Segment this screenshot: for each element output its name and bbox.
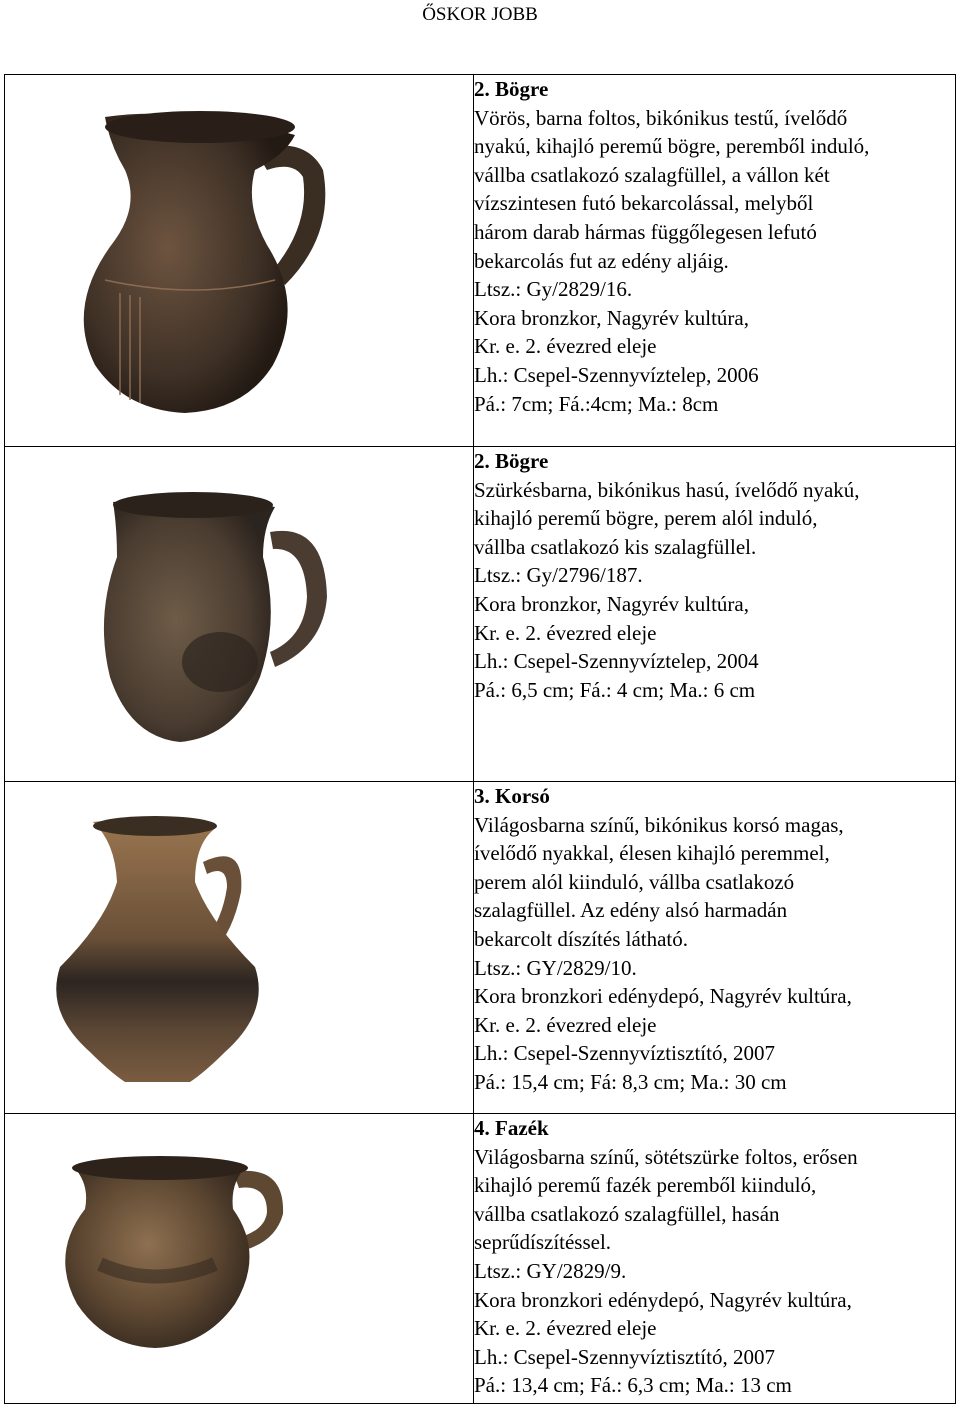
entry-line: Ltsz.: GY/2829/9. [474, 1258, 627, 1283]
entry-line: Lh.: Csepel-Szennyvíztelep, 2006 [474, 362, 759, 387]
vessel-photo-pot [5, 1114, 473, 1404]
entry-line: Kora bronzkor, Nagyrév kultúra, [474, 305, 749, 330]
entry-line: perem alól kiinduló, vállba csatlakozó [474, 869, 795, 894]
entry-line: Kora bronzkor, Nagyrév kultúra, [474, 591, 749, 616]
catalog-row [5, 75, 956, 447]
entry-line: Pá.: 6,5 cm; Fá.: 4 cm; Ma.: 6 cm [474, 677, 756, 702]
entry-line: Kr. e. 2. évezred eleje [474, 1316, 657, 1341]
entry-title: 2. Bögre [474, 449, 549, 473]
entry-line: Ltsz.: Gy/2796/187. [474, 563, 643, 588]
entry-line: kihajló peremű bögre, perem alól induló, [474, 506, 818, 531]
entry-line: Kora bronzkori edénydepó, Nagyrév kultúra, [474, 1287, 852, 1312]
page-header: ŐSKOR JOBB [422, 4, 538, 25]
description-cell [474, 75, 956, 447]
description-cell [474, 1114, 956, 1404]
entry-line: három darab hármas függőlegesen lefutó [474, 219, 817, 244]
entry-line: Lh.: Csepel-Szennyvíztisztító, 2007 [474, 1041, 775, 1066]
entry-title: 4. Fazék [474, 1116, 549, 1140]
catalog-row [5, 1114, 956, 1404]
entry-line: Kr. e. 2. évezred eleje [474, 1012, 657, 1037]
entry-line: vízszintesen futó bekarcolással, melyből [474, 191, 814, 216]
entry-line: Világosbarna színű, bikónikus korsó magas, [474, 812, 844, 837]
entry-line: bekarcolás fut az edény aljáig. [474, 248, 729, 273]
entry-line: seprűdíszítéssel. [474, 1230, 612, 1255]
entry-line: Pá.: 15,4 cm; Fá: 8,3 cm; Ma.: 30 cm [474, 1069, 787, 1094]
vessel-photo-jug [5, 782, 473, 1114]
entry-line: Kr. e. 2. évezred eleje [474, 334, 657, 359]
image-cell [5, 782, 474, 1114]
entry-line: Ltsz.: GY/2829/10. [474, 955, 637, 980]
catalog-table [4, 74, 956, 1404]
entry-line: Pá.: 13,4 cm; Fá.: 6,3 cm; Ma.: 13 cm [474, 1373, 792, 1398]
entry-title: 2. Bögre [474, 77, 549, 101]
image-cell [5, 75, 474, 447]
image-cell [5, 447, 474, 782]
catalog-row [5, 782, 956, 1114]
entry-line: kihajló peremű fazék peremből kiinduló, [474, 1173, 817, 1198]
entry-line: szalagfüllel. Az edény alsó harmadán [474, 898, 788, 923]
entry-line: vállba csatlakozó szalagfüllel, hasán [474, 1201, 780, 1226]
entry-line: ívelődő nyakkal, élesen kihajló peremmel, [474, 841, 830, 866]
image-cell [5, 1114, 474, 1404]
entry-line: Világosbarna színű, sötétszürke foltos, erősen [474, 1144, 858, 1169]
entry-line: Lh.: Csepel-Szennyvíztisztító, 2007 [474, 1344, 775, 1369]
vessel-photo-mug [5, 447, 473, 782]
entry-line: Szürkésbarna, bikónikus hasú, ívelődő nyakú, [474, 477, 860, 502]
entry-line: Kora bronzkori edénydepó, Nagyrév kultúra, [474, 984, 852, 1009]
entry-line: nyakú, kihajló peremű bögre, peremből induló, [474, 134, 870, 159]
entry-line: Ltsz.: Gy/2829/16. [474, 277, 633, 302]
entry-line: Vörös, barna foltos, bikónikus testű, ívelődő [474, 105, 848, 130]
entry-title: 3. Korsó [474, 784, 550, 808]
entry-line: bekarcolt díszítés látható. [474, 926, 689, 951]
vessel-photo-mug [5, 75, 473, 447]
description-cell [474, 447, 956, 782]
catalog-row [5, 447, 956, 782]
entry-line: vállba csatlakozó szalagfüllel, a vállon két [474, 162, 830, 187]
entry-line: Kr. e. 2. évezred eleje [474, 620, 657, 645]
entry-line: vállba csatlakozó kis szalagfüllel. [474, 534, 757, 559]
description-cell [474, 782, 956, 1114]
entry-line: Lh.: Csepel-Szennyvíztelep, 2004 [474, 649, 759, 674]
entry-line: Pá.: 7cm; Fá.:4cm; Ma.: 8cm [474, 391, 719, 416]
